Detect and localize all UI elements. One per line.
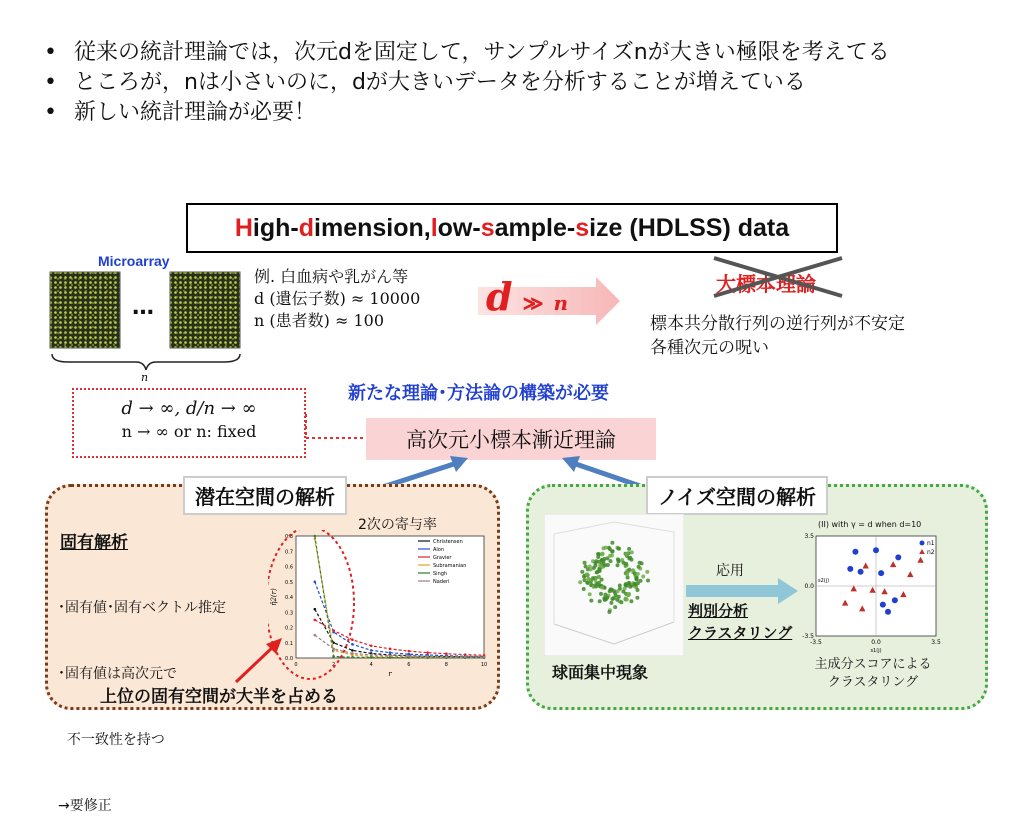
data-point (389, 651, 392, 654)
x-tick-label: -3.5 (810, 639, 822, 646)
sphere-point (617, 546, 621, 550)
title-part: s (575, 213, 590, 242)
x-tick-label: 2 (332, 662, 336, 668)
need-new-theory: 新たな理論･方法論の構築が必要 (348, 383, 609, 404)
sphere-point (635, 596, 639, 600)
sphere-point (613, 605, 617, 609)
sphere-point (593, 564, 597, 568)
data-point (314, 535, 317, 538)
legend-entry: Alon (433, 547, 445, 553)
sphere-point (607, 610, 611, 614)
data-point (464, 656, 467, 659)
sphere-point (625, 552, 629, 556)
scatter-point-n1 (873, 547, 879, 553)
scatter-point-n1 (895, 554, 901, 560)
sphere-point (628, 585, 632, 589)
chart-title: 2次の寄与率 (358, 517, 437, 533)
sphere-point (585, 581, 589, 585)
example-line: n (患者数) ≈ 100 (254, 311, 384, 330)
sphere-point (601, 552, 605, 556)
sphere-point (609, 601, 613, 605)
legend-entry: Christensen (433, 539, 463, 545)
issue-line: 標本共分散行列の逆行列が不安定 (650, 314, 905, 334)
sphere-point (609, 559, 613, 563)
sphere-point (616, 563, 620, 567)
sphere-point (580, 570, 584, 574)
y-tick-label: 0.0 (804, 583, 814, 590)
data-point (351, 652, 354, 655)
data-point (351, 656, 354, 659)
data-point (370, 649, 373, 652)
data-point (314, 580, 317, 583)
x-tick-label: 3.5 (931, 639, 941, 646)
sphere-point (645, 570, 649, 574)
eigen-item: 不一致性を持つ (58, 732, 165, 748)
title-part: igh- (252, 213, 299, 242)
y-tick-label: 0.2 (285, 625, 293, 632)
latent-space-tag: 潜在空間の解析 (183, 476, 347, 515)
ellipsis: … (132, 295, 154, 320)
scatter-point-n1 (880, 602, 886, 608)
pointer-arrow-icon (230, 636, 290, 688)
sphere-point (616, 589, 620, 593)
data-point (351, 638, 354, 641)
y-tick-label: 0.0 (285, 656, 293, 662)
data-point (408, 650, 411, 653)
noise-space-tag: ノイズ空間の解析 (646, 476, 828, 515)
sphere-point (633, 582, 637, 586)
method-item: 判別分析 (688, 602, 749, 620)
sphere-point (634, 577, 638, 581)
sphere-point (636, 588, 640, 592)
microarray-label: Microarray (98, 253, 170, 269)
x-tick-label: 10 (480, 662, 488, 668)
data-point (445, 652, 448, 655)
sphere-point (625, 572, 629, 576)
sphere-point (617, 559, 621, 563)
y-tick-label: 3.5 (804, 533, 814, 540)
x-tick-label: 4 (369, 662, 373, 668)
sphere-point (630, 558, 634, 562)
method-item: クラスタリング (688, 624, 793, 642)
sphere-point (578, 580, 582, 584)
y-tick-label: 0.1 (285, 640, 293, 647)
sphere-point (612, 596, 616, 600)
y-tick-label: 0.7 (285, 549, 293, 556)
sphere-point (646, 579, 650, 583)
sphere-point (636, 572, 640, 576)
sphere-point (599, 592, 603, 596)
d-gg-n-label (486, 274, 606, 319)
scatter-caption-line: クラスタリング (827, 675, 919, 690)
sphere-point (615, 598, 619, 602)
hdlss-asymptotic-theory: 高次元小標本漸近理論 (366, 418, 656, 460)
title-part: l (430, 213, 438, 242)
sphere-point (608, 547, 612, 551)
data-point (314, 619, 317, 622)
sphere-point (600, 586, 604, 590)
title-part: d (298, 213, 315, 242)
sphere-point (589, 567, 593, 571)
n-symbol: n (553, 291, 569, 315)
n-label: n (141, 371, 149, 384)
scatter-point-n1 (847, 566, 853, 572)
scatter-point-n1 (885, 609, 891, 615)
data-point (351, 649, 354, 652)
sphere-point (627, 568, 631, 572)
scatter-title: (II) with γ = d when d=10 (818, 520, 922, 529)
cross-out-icon (710, 254, 846, 300)
top-eigenspace-caption: 上位の固有空間が大半を占める (100, 687, 338, 707)
sphere-point (624, 562, 628, 566)
scatter-point-n1 (858, 569, 864, 575)
sphere-caption: 球面集中現象 (552, 663, 649, 682)
y-tick-label: 0.3 (285, 610, 293, 617)
asymptotic-line: n → ∞ or n: fixed (121, 422, 257, 441)
data-point (370, 656, 373, 659)
data-point (389, 654, 392, 657)
scatter-caption (800, 656, 946, 692)
hdlss-title-box (186, 203, 838, 253)
data-point (314, 608, 317, 611)
legend-entry: Subramanian (433, 563, 467, 569)
sphere-point (596, 555, 600, 559)
sphere-point (621, 590, 625, 594)
legend-entry: n2 (927, 549, 935, 556)
example-line: d (遺伝子数) ≈ 10000 (254, 289, 421, 308)
y-tick-label: -3.5 (802, 633, 814, 640)
sphere-point (606, 563, 610, 567)
x-tick-label: 0.0 (871, 639, 881, 646)
data-point (332, 648, 335, 651)
sphere-point (624, 583, 628, 587)
sphere-point (605, 596, 609, 600)
eigen-item: →要修正 (58, 798, 112, 814)
asymptotic-line: d → ∞, d/n → ∞ (121, 398, 257, 419)
methods-list (688, 600, 792, 644)
bullet-item: • 従来の統計理論では，次元dを固定して，サンプルサイズnが大きい極限を考えてる (40, 38, 1020, 68)
sphere-point (595, 570, 599, 574)
sphere-point (595, 582, 599, 586)
data-point (332, 655, 335, 658)
data-point (464, 653, 467, 656)
data-point (408, 655, 411, 658)
sphere-point (627, 593, 631, 597)
sphere-point (582, 587, 586, 591)
data-point (483, 656, 486, 659)
data-point (351, 643, 354, 646)
asymptotic-conditions-box (72, 388, 306, 458)
x-tick-label: 8 (444, 662, 448, 668)
example-line: 例. 白血病や乳がん等 (254, 267, 409, 286)
scatter-point-n1 (878, 570, 884, 576)
sphere-point (639, 579, 643, 583)
data-point (370, 654, 373, 657)
brace-icon (48, 352, 248, 372)
sphere-point (627, 547, 631, 551)
sphere-point (612, 589, 616, 593)
sphere-point (637, 565, 641, 569)
eigen-analysis-heading: 固有解析 (60, 533, 128, 553)
sphere-point (598, 599, 602, 603)
apply-label: 応用 (716, 563, 744, 579)
large-sample-issues (650, 312, 905, 360)
bullet-item: • ところが，nは小さいのに，dが大きいデータを分析することが増えている (40, 68, 1020, 98)
sphere-point (589, 599, 593, 603)
sphere-point (588, 592, 592, 596)
x-tick-label: 6 (407, 662, 411, 668)
scatter-point-n1 (852, 549, 858, 555)
sphere-point (591, 576, 595, 580)
data-point (332, 629, 335, 632)
sphere-point (638, 561, 642, 565)
title-part: ow- (437, 213, 481, 242)
title-part: ize (HDLSS) data (589, 213, 790, 242)
sphere-point (641, 575, 645, 579)
gg-symbol: ≫ (522, 291, 544, 315)
pc-score-scatter (796, 532, 944, 654)
large-sample-theory-struck: 大標本理論 (716, 272, 816, 296)
sphere-point (610, 553, 614, 557)
data-point (389, 648, 392, 651)
example-block (254, 266, 420, 332)
x-axis-label: s1(j) (870, 648, 882, 654)
title-part: imension, (314, 213, 431, 242)
legend-entry: Naderi (433, 579, 450, 585)
sphere-point (601, 559, 605, 563)
sphere-point (625, 598, 629, 602)
y-tick-label: 0.5 (285, 579, 293, 586)
title-part: ample- (494, 213, 576, 242)
title-part: s (480, 213, 495, 242)
sphere-point (585, 572, 589, 576)
title-part: H (234, 213, 253, 242)
y-axis-label: η̂2(r) (270, 588, 278, 606)
data-point (445, 655, 448, 658)
sphere-point (605, 556, 609, 560)
sphere-point (594, 559, 598, 563)
sphere-point (609, 587, 613, 591)
sphere-point (600, 578, 604, 582)
legend-entry: n1 (927, 540, 935, 547)
legend-entry: Gravier (433, 555, 452, 561)
callout-connector (300, 410, 372, 450)
data-point (426, 655, 429, 658)
eigen-item: ･固有値は高次元で (58, 666, 177, 682)
bullet-list (40, 38, 1020, 128)
sphere-point (610, 541, 614, 545)
bullet-item: • 新しい統計理論が必要！ (40, 98, 1020, 128)
eigen-item: ･固有値･固有ベクトル推定 (58, 600, 226, 616)
x-axis-label: r (388, 670, 392, 678)
sphere-point (629, 599, 633, 603)
y-axis-label: s2(j) (818, 578, 830, 584)
legend-swatch (920, 541, 925, 546)
x-tick-label: 0 (294, 662, 298, 668)
y-tick-label: 0.6 (285, 564, 293, 571)
sphere-point (598, 564, 602, 568)
sphere-point (583, 561, 587, 565)
data-point (426, 651, 429, 654)
d-symbol: d (486, 274, 513, 319)
sphere-concentration-image (544, 514, 684, 656)
y-tick-label: 0.4 (285, 595, 293, 601)
scatter-point-n1 (892, 597, 898, 603)
issue-line: 各種次元の呪い (650, 338, 769, 358)
sphere-point (619, 600, 623, 604)
contribution-ratio-chart (268, 530, 496, 690)
sphere-point (586, 577, 590, 581)
data-point (314, 634, 317, 637)
scatter-caption-line: 主成分スコアによる (814, 657, 932, 672)
y-tick-label: 0.8 (285, 534, 293, 540)
legend-entry: Singh (433, 571, 448, 577)
data-point (370, 645, 373, 648)
sphere-point (604, 546, 608, 550)
